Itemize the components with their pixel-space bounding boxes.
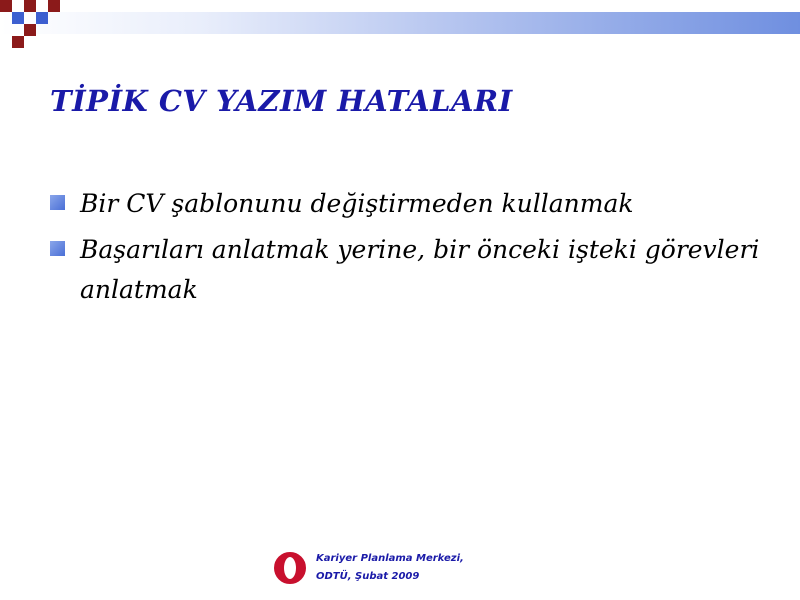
slide-title: TİPİK CV YAZIM HATALARI [50, 84, 513, 118]
decor-square [48, 0, 60, 12]
decor-square [36, 12, 48, 24]
footer-text [316, 550, 464, 586]
footer-line-1: Kariyer Planlama Merkezi, [316, 553, 464, 564]
decor-square [0, 0, 12, 12]
bullet-item [50, 184, 770, 224]
top-gradient-bar [0, 12, 800, 34]
footer [274, 548, 534, 588]
bullet-square-icon [50, 241, 65, 256]
bullet-item [50, 230, 770, 310]
decor-square [24, 0, 36, 12]
bullet-square-icon [50, 195, 65, 210]
decor-square [12, 36, 24, 48]
corner-squares-decoration [0, 0, 70, 60]
bullet-list [50, 184, 770, 316]
bullet-text: Başarıları anlatmak yerine, bir önceki işteki görevleri anlatmak [80, 235, 760, 304]
footer-line-2: ODTÜ, Şubat 2009 [316, 571, 420, 582]
decor-square [12, 12, 24, 24]
decor-square [24, 24, 36, 36]
odtu-logo-icon [274, 552, 306, 584]
bullet-text: Bir CV şablonunu değiştirmeden kullanmak [80, 189, 634, 218]
